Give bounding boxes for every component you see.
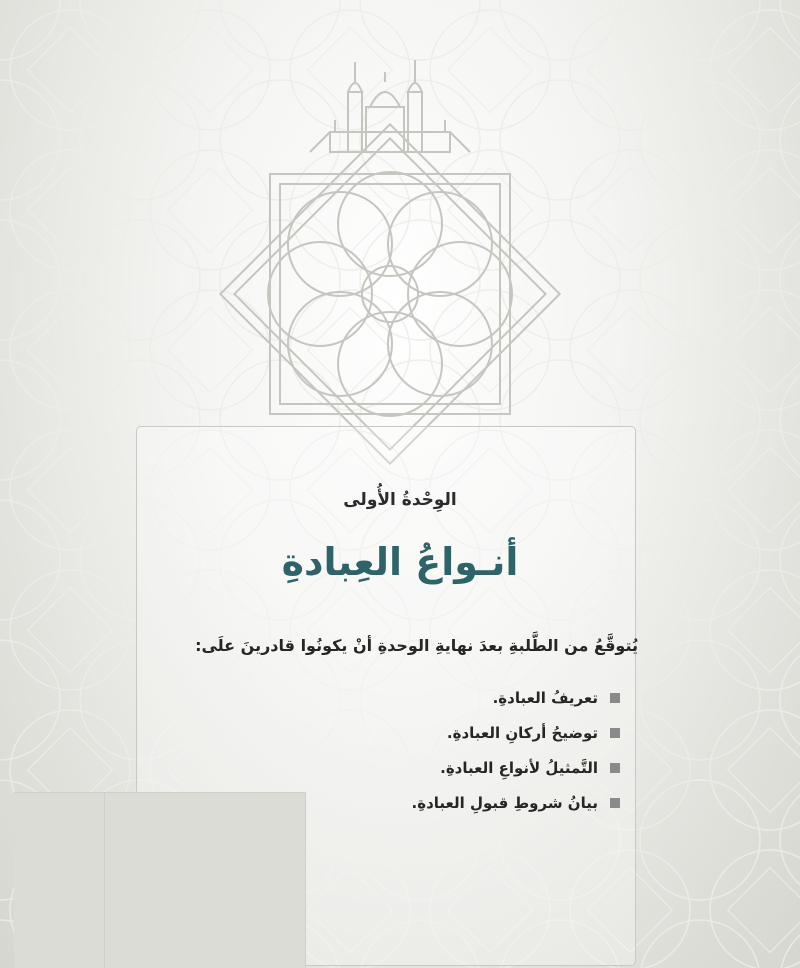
- square-bullet-icon: [610, 798, 620, 808]
- square-bullet-icon: [610, 693, 620, 703]
- objective-text: التَّمثيلُ لأنواعِ العبادةِ.: [440, 758, 598, 777]
- objectives-intro: يُتوقَّعُ من الطَّلبةِ بعدَ نهايةِ الوحدةِ أنْ يكونُوا قادرينَ علَى:: [195, 636, 638, 655]
- square-bullet-icon: [610, 763, 620, 773]
- objective-text: بيانُ شروطِ قبولِ العبادةِ.: [411, 793, 598, 812]
- square-bullet-icon: [610, 728, 620, 738]
- list-item: [412, 750, 620, 785]
- unit-title: أنـواعُ العِبادةِ: [281, 540, 519, 584]
- objective-text: توضيحُ أركانِ العبادةِ.: [446, 723, 598, 742]
- list-item: [412, 680, 620, 715]
- list-item: [412, 715, 620, 750]
- objectives-list: [412, 680, 620, 820]
- objective-text: تعريفُ العبادةِ.: [492, 688, 598, 707]
- unit-label: الوِحْدةُ الأُولى: [343, 490, 457, 510]
- list-item: [412, 785, 620, 820]
- image-placeholder: [14, 792, 306, 968]
- mosque-star-emblem-icon: [210, 52, 570, 472]
- placeholder-divider: [104, 792, 105, 968]
